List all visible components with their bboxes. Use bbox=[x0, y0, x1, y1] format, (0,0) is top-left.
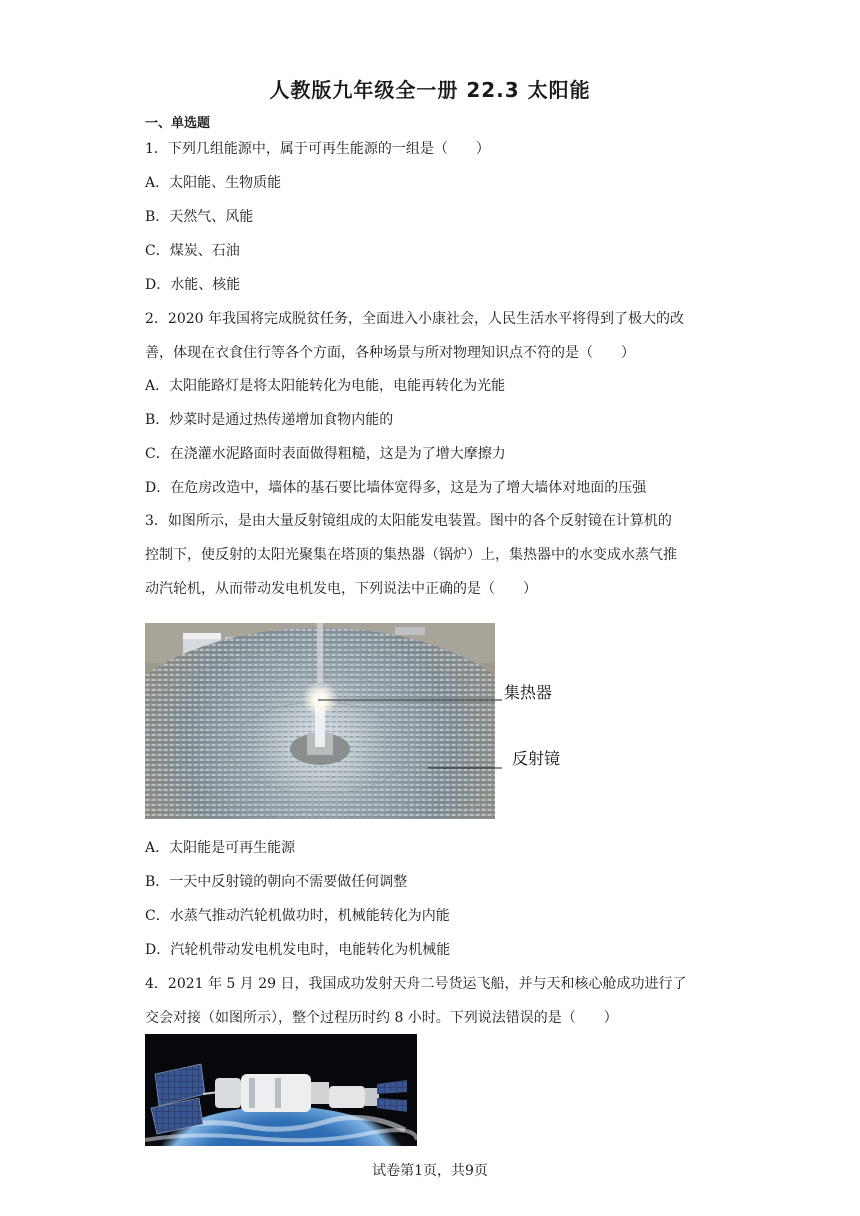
question-2-option-d: D．在危房改造中，墙体的基石要比墙体宽得多，这是为了增大墙体对地面的压强 bbox=[145, 480, 647, 496]
section-heading: 一、单选题 bbox=[145, 116, 211, 131]
question-2-option-c: C．在浇灌水泥路面时表面做得粗糙，这是为了增大摩擦力 bbox=[145, 446, 506, 462]
question-1-option-b: B．天然气、风能 bbox=[145, 209, 254, 225]
question-3-option-d: D．汽轮机带动发电机发电时，电能转化为机械能 bbox=[145, 942, 451, 958]
question-3-option-a: A．太阳能是可再生能源 bbox=[145, 840, 296, 856]
page-title: 人教版九年级全一册 22.3 太阳能 bbox=[269, 78, 591, 102]
question-3-stem-line-1: 3．如图所示，是由大量反射镜组成的太阳能发电装置。图中的各个反射镜在计算机的 bbox=[145, 513, 672, 529]
question-4-stem-line-1: 4．2021 年 5 月 29 日，我国成功发射天舟二号货运飞船，并与天和核心舱成功进行了 bbox=[145, 976, 687, 992]
question-1-option-d: D．水能、核能 bbox=[145, 277, 241, 293]
question-1-option-c: C．煤炭、石油 bbox=[145, 243, 240, 259]
label-reflector: 反射镜 bbox=[512, 749, 561, 768]
question-3-stem-line-2: 控制下，使反射的太阳光聚集在塔顶的集热器（锅炉）上，集热器中的水变成水蒸气推 bbox=[145, 547, 677, 563]
space-station-figure bbox=[145, 1034, 417, 1146]
figure-leader-lines bbox=[318, 690, 502, 774]
space-station-photo bbox=[145, 1034, 417, 1146]
question-3-option-c: C．水蒸气推动汽轮机做功时，机械能转化为内能 bbox=[145, 908, 450, 924]
question-2-stem-line-1: 2．2020 年我国将完成脱贫任务，全面进入小康社会，人民生活水平将得到了极大的改 bbox=[145, 311, 684, 327]
label-collector: 集热器 bbox=[504, 683, 553, 702]
question-4-stem-line-2: 交会对接（如图所示），整个过程历时约 8 小时。下列说法错误的是（ ） bbox=[145, 1010, 618, 1026]
question-3-option-b: B．一天中反射镜的朝向不需要做任何调整 bbox=[145, 874, 408, 890]
page-footer: 试卷第1页，共9页 bbox=[372, 1163, 488, 1179]
question-3-stem-line-3: 动汽轮机，从而带动发电机发电，下列说法中正确的是（ ） bbox=[145, 581, 537, 597]
question-2-stem-line-2: 善，体现在衣食住行等各个方面，各种场景与所对物理知识点不符的是（ ） bbox=[145, 345, 635, 361]
question-2-option-a: A．太阳能路灯是将太阳能转化为电能，电能再转化为光能 bbox=[145, 378, 506, 394]
question-1-option-a: A．太阳能、生物质能 bbox=[145, 175, 282, 191]
question-1-stem: 1．下列几组能源中，属于可再生能源的一组是（ ） bbox=[145, 141, 490, 157]
question-2-option-b: B．炒菜时是通过热传递增加食物内能的 bbox=[145, 412, 394, 428]
